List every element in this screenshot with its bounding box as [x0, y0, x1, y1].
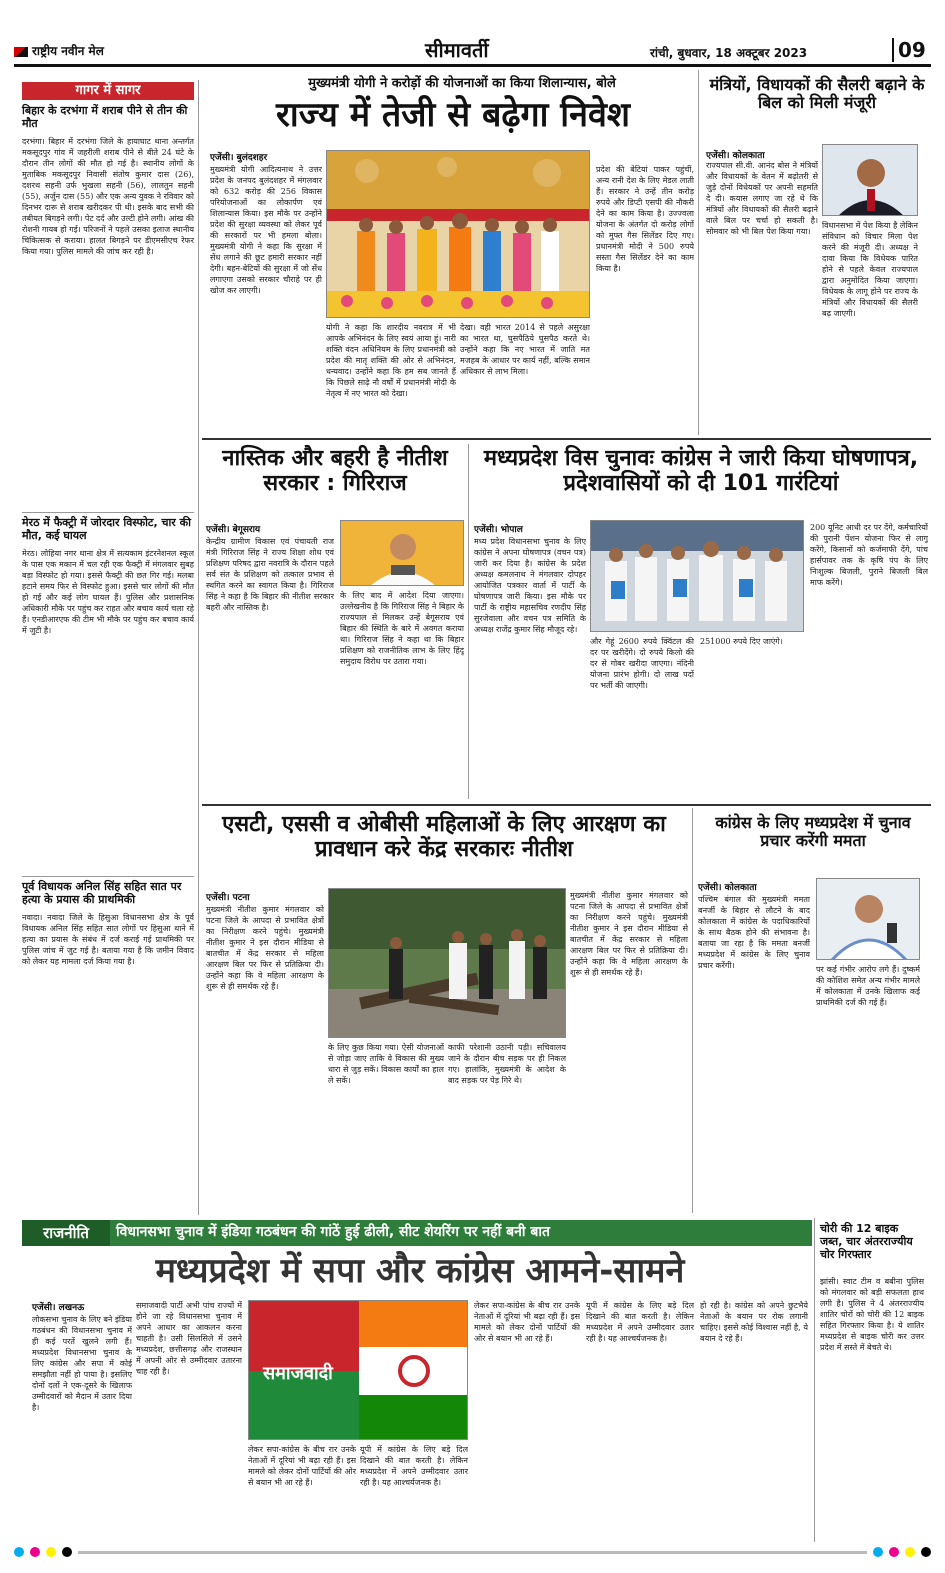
politics-byline: एजेंसी। लखनऊ: [32, 1303, 85, 1313]
politics-body-5: यूपी में कांग्रेस के लिए बड़े दिल दिखाने की बात करती है। लेकिन मध्यप्रदेश में अपने उम्मीदवार उतार रही है। यह आश्चर्यजनक है।: [586, 1301, 694, 1343]
portrait-photo: [823, 145, 918, 216]
manifesto-release-photo: [591, 521, 804, 632]
politics-body-3a: लेकर सपा-कांग्रेस के बीच रार उनके नेताओं में दूरियां भी बढ़ा रही हैं। इस मामले को लेकर दोनों पार्टियों की ओर से बयान भी आ रहे हैं।: [248, 1445, 356, 1487]
lead-kicker: मुख्यमंत्री योगी ने करोड़ों की योजनाओं का किया शिलान्यास, बोले: [308, 76, 616, 91]
section-divider: [202, 438, 931, 440]
bike-theft-body: झांसी। स्वाट टीम व बबीना पुलिस को मंगलवार को बड़ी सफलता हाथ लगी है। पुलिस ने 4 अंतरराज्यीय शातिर चोरों को चोरी की 12 बाइक सहित गिरफ्तार किया है। ये शातिर मध्यप्रदेश से बाइक चोरी कर उत्तर प्रदेश में सस्ते में बेचते थे।: [820, 1277, 924, 1352]
story-meerut-body: मेरठ। लोहिया नगर थाना क्षेत्र में सत्यकाम इंटरनेशनल स्कूल के पास एक मकान में चल रही एक फैक्ट्री में मंगलवार सुबह बड़ा विस्फोट हो गया। इससे फैक्ट्री की छत गिर गई। मलबा हटाने समय फिर से विस्फोट हुआ। इससे चार लोगों की मौत हो गई और कई लोग घायल हैं। पुलिस और प्रशासनिक अधिकारी मौके पर पहुंच कर राहत और बचाव कार्य चला रहे हैं। एनडीआरएफ की टीम भी मौके पर पहुंच कर बचाव कार्य में जुटी है।: [22, 549, 194, 635]
portrait-photo: [817, 879, 920, 960]
lead-body-3: देखा। वही भारत 2014 से पहले असुरक्षा का भारत था, घुसपैठिये घुसपैठ करते थे। उन्होंने कहा कि नए भारत में जाति मत मजहब के आधार पर कार्य नहीं, बल्कि समान अधिकार से लाभ मिला।: [460, 323, 590, 376]
politics-body-6: हो रही है। कांग्रेस को अपने छुटभैये नेताओं के बयान पर रोक लगानी चाहिए। इससे कोई विश्वास नहीं है, ये बयान दे रहे हैं।: [700, 1301, 808, 1343]
section-title: सीमावर्ती: [425, 38, 489, 62]
salary-bill-headline: मंत्रियों, विधायकों की सैलरी बढ़ाने के बिल को मिली मंजूरी: [709, 75, 925, 113]
black-dot-icon: [921, 1547, 931, 1557]
mamata-byline: एजेंसी। कोलकाता: [698, 883, 757, 893]
logo-text: राष्ट्रीय नवीन मेल: [32, 44, 104, 58]
politics-tag: राजनीति: [22, 1220, 110, 1246]
bike-theft-headline: चोरी की 12 बाइक जब्त, चार अंतरराज्यीय चोर गिरफ्तार: [820, 1222, 913, 1262]
nitish-body-1: मुख्यमंत्री नीतीश कुमार मंगलवार को पटना जिले के आपदा से प्रभावित क्षेत्रों का निरीक्षण करने पहुंचे। मुख्यमंत्री नीतीश कुमार ने इस दौरान मीडिया से बातचीत में केंद्र सरकार से महिला आरक्षण बिल पर फिर से प्रतिक्रिया दी। उन्होंने कहा कि वे महिला आरक्षण के शुरू से ही समर्थक रहे हैं।: [206, 905, 324, 991]
lead-byline: एजेंसी। बुलंदशहर: [210, 153, 268, 163]
mamata-headline: कांग्रेस के लिए मध्यप्रदेश में चुनाव प्रचार करेंगी ममता: [715, 813, 911, 851]
nitish-body-2: के लिए कुछ किया गया। ऐसी योजनाओं से जोड़ा जाए ताकि वे विकास की मुख्य धारा से जुड़ सकें। विकास कार्यों का हाल ले सकें।: [328, 1043, 444, 1085]
flood-inspection-photo: [329, 889, 566, 1038]
column-divider: [468, 444, 469, 799]
speaker-photo: [341, 521, 464, 586]
yellow-dot-icon: [905, 1547, 915, 1557]
giriraj-body-2: के लिए बाद में आदेश दिया जाएगा। उल्लेखनीय है कि गिरिराज सिंह ने बिहार के राज्यपाल से मिलकर उन्हें बेगूसराय एवं बिहार की स्थिति के बारे में अवगत कराया था। गिरिराज सिंह ने कहा था कि बिहार प्रशिक्षण को राजनीतिक लाभ के लिए हिंदू समुदाय विरोध पर उतारा गया।: [340, 591, 464, 666]
divider: [22, 512, 194, 513]
mp-manifesto-caption: 251000 रुपये दिए जाएंगे।: [700, 637, 783, 646]
mp-manifesto-body-3: 200 यूनिट आधी दर पर देंगे, कर्मचारियों की पुरानी पेंशन योजना फिर से लागू करेंगे, किसानों को कर्जमाफी देंगे, पांच हार्सपावर तक के कृषि पंप के लिए निःशुल्क बिजली, पुराने बिजली बिल माफ करेंगे।: [810, 523, 928, 587]
nitish-headline: एसटी, एससी व ओबीसी महिलाओं के लिए आरक्षण का प्रावधान करे केंद्र सरकारः नीतीश: [222, 812, 666, 863]
cyan-dot-icon: [14, 1547, 24, 1557]
nitish-body-3b: मुख्यमंत्री नीतीश कुमार मंगलवार को पटना जिले के आपदा से प्रभावित क्षेत्रों का निरीक्षण करने पहुंचे। मुख्यमंत्री नीतीश कुमार ने इस दौरान मीडिया से बातचीत में केंद्र सरकार से महिला आरक्षण बिल पर फिर से प्रतिक्रिया दी। उन्होंने कहा कि वे महिला आरक्षण के शुरू से ही समर्थक रहे हैं।: [570, 891, 688, 977]
party-flags-photo: [249, 1301, 468, 1440]
left-column-tag: गागर में सागर: [22, 82, 194, 100]
giriraj-headline: नास्तिक और बहरी है नीतीश सरकार : गिरिराज: [222, 446, 448, 497]
divider: [22, 876, 194, 877]
lead-photo-yogi-event: [326, 150, 590, 318]
strip-line: [78, 1551, 867, 1554]
mp-manifesto-photo: [590, 520, 804, 632]
governor-photo: [822, 144, 918, 216]
column-divider: [814, 1218, 815, 1542]
magenta-dot-icon: [889, 1547, 899, 1557]
party-flag-text: समाजवादी: [263, 1363, 333, 1384]
magenta-dot-icon: [30, 1547, 40, 1557]
giriraj-byline: एजेंसी। बेगूसराय: [206, 525, 261, 535]
page-number: 09: [892, 38, 926, 62]
story-darbhanga-headline: बिहार के दरभंगा में शराब पीने से तीन की मौत: [22, 104, 188, 131]
yellow-dot-icon: [46, 1547, 56, 1557]
mamata-body-2: पर कई गंभीर आरोप लगे हैं। दुष्कर्म की कोशिश समेत अन्य गंभीर मामले में कोलकाता में उनके खिलाफ कई प्राथमिकी दर्ज की गई हैं।: [816, 965, 920, 1007]
politics-kicker: विधानसभा चुनाव में इंडिया गठबंधन की गांठें हुई ढीली, सीट शेयरिंग पर नहीं बनी बात: [116, 1224, 550, 1240]
mp-manifesto-body-2: और गेहूं 2600 रुपये क्विंटल की दर पर खरीदेंगे। दो रुपये किलो की दर से गोबर खरीदा जाएगा। नंदिनी योजना प्रारंभ होगी। दो लाख पदों पर भर्ती की जाएगी।: [590, 637, 694, 690]
salary-bill-byline: एजेंसी। कोलकाता: [706, 151, 765, 161]
column-divider: [198, 80, 199, 1215]
print-registration-strip: [14, 1545, 931, 1559]
column-divider: [698, 70, 699, 435]
event-stage-photo: [327, 151, 590, 318]
politics-photo: [248, 1300, 468, 1440]
lead-headline: राज्य में तेजी से बढ़ेगा निवेश: [276, 95, 630, 135]
story-meerut-headline: मेरठ में फैक्ट्री में जोरदार विस्फोट, चार की मौत, कई घायल: [22, 516, 191, 543]
cyan-dot-icon: [873, 1547, 883, 1557]
story-anil-singh-body: नवादा। नवादा जिले के हिसुआ विधानसभा क्षेत्र के पूर्व विधायक अनिल सिंह सहित सात लोगों पर हिसुआ थाने में हत्या का प्रयास के संबंध में दर्ज कराई गई प्राथमिकी पर पुलिस जांच में जुट गई है। बताया गया है कि जमीन विवाद को लेकर यह मामला दर्ज किया गया है।: [22, 913, 194, 966]
politics-body-3b: यूपी में कांग्रेस के लिए बड़े दिल दिखाने की बात करती है। लेकिन मध्यप्रदेश में अपने उम्मीदवार उतार रही है। यह आश्चर्यजनक है।: [360, 1445, 468, 1487]
lead-body-4: प्रदेश की बेटियां पाकर पहुंचीं, अन्य रानी देश के लिए मेडल लाती हैं। सरकार ने उन्हें तीन करोड़ रुपये और डिप्टी एसपी की नौकरी देने का काम किया है। उज्ज्वला योजना के अंतर्गत दो करोड़ लोगों को मुफ्त गैस सिलेंडर दिए गए। प्रधानमंत्री मोदी ने 500 रुपये सस्ता गैस सिलेंडर देने का काम किया है।: [596, 165, 694, 273]
story-darbhanga-body: दरभंगा। बिहार में दरभंगा जिले के हायाघाट थाना अन्तर्गत मकसूदपुर गांव में जहरीली शराब पीने से बीते 24 घंटे के दौरान तीन लोगों की मौत हो गई है। स्थानीय लोगों के मुताबिक मकसूदपुर निवासी संतोष कुमार दास (26), दशरथ सहनी उर्फ भुखला सहनी (56), लालतुन सहनी (55), अर्जुन दास (55) और एक अन्य युवक ने रविवार को दिनभर दारू से शराब खरीदकर पी थी। इसके बाद सभी की तबीयत बिगड़ने लगी। पेट दर्द और उल्टी होने लगी। आंख की रोशनी गायब हो गई। परिजनों ने पहले उसका इलाज स्थानीय चिकित्सक से कराया। हालत बिगड़ने पर डीएमसीएच रेफर किया गया। पुलिस मामले की जांच कर रही है।: [22, 137, 194, 256]
logo-mark-icon: [14, 47, 28, 57]
lead-body-1: मुख्यमंत्री योगी आदित्यनाथ ने उत्तर प्रदेश के जनपद बुलंदशहर में मंगलवार को 632 करोड़ की 256 विकास परियोजनाओं का लोकार्पण एवं शिलान्यास किया। इस मौके पर उन्होंने प्रदेश की सुरक्षा व्यवस्था को लेकर पूर्व की सरकारों पर भी हमला बोला। मुख्यमंत्री योगी ने कहा कि सुरक्षा में सेंध लगाने की छूट हमारी सरकार नहीं देगी। बहन-बेटियों की सुरक्षा में जो सेंध लगाएगा उसको सरकार चौराहे पर ही खोज कर लाएगी।: [210, 165, 322, 295]
mp-manifesto-body-1: मध्य प्रदेश विधानसभा चुनाव के लिए कांग्रेस ने अपना घोषणापत्र (वचन पत्र) जारी कर दिया है। कांग्रेस के प्रदेश अध्यक्ष कमलनाथ ने मंगलवार दोपहर आयोजित पत्रकार वार्ता में पार्टी के घोषणापत्र जारी किया। इस मौके पर पार्टी के राष्ट्रीय महासचिव रणदीप सिंह सुरजेवाला और वचन पत्र समिति के अध्यक्ष राजेंद्र कुमार सिंह मौजूद रहे।: [474, 537, 586, 634]
story-anil-singh-headline: पूर्व विधायक अनिल सिंह सहित सात पर हत्या के प्रयास की प्राथमिकी: [22, 880, 182, 907]
mamata-body-1: पश्चिम बंगाल की मुख्यमंत्री ममता बनर्जी के बिहार से लौटने के बाद कोलकाता में कांग्रेस के पदाधिकारियों के साथ बैठक होने की संभावना है। बताया जा रहा है कि ममता बनर्जी मध्यप्रदेश में कांग्रेस के लिए चुनाव प्रचार करेंगी।: [698, 895, 810, 970]
mp-manifesto-headline: मध्यप्रदेश विस चुनावः कांग्रेस ने जारी किया घोषणापत्र, प्रदेशवासियों को दी 101 गारंटियां: [483, 446, 919, 497]
lead-body-2: योगी ने कहा कि शारदीय नवरात्र में भी आपके अभिनंदन के लिए स्वयं आया हूं। नारी शक्ति वंदन अधिनियम के लिए प्रधानमंत्री को प्रदेश की मातृ शक्ति की ओर से अभिनंदन, धन्यवाद। उन्होंने कहा कि हम सब जानते हैं कि पिछले साढ़े नौ वर्षों में प्रधानमंत्री मोदी के नेतृत्व में नए भारत को देखा।: [326, 323, 456, 398]
black-dot-icon: [62, 1547, 72, 1557]
mp-manifesto-byline: एजेंसी। भोपाल: [474, 525, 523, 535]
nitish-byline: एजेंसी। पटना: [206, 893, 250, 903]
salary-bill-body-2: विधानसभा में पेश किया है लेकिन संविधान को विचार मिला पेश करने की मंजूरी दी। अध्यक्ष ने दावा किया कि विधेयक पारित होने से पहले केवल राज्यपाल द्वारा अनुमोदित किया जाएगा। विधेयक के लागू होने पर राज्य के मंत्रियों और विधायकों की सैलरी बढ़ जाएगी।: [822, 221, 918, 318]
politics-body-1: लोकसभा चुनाव के लिए बने इंडिया गठबंधन की विधानसभा चुनाव में ही कई परतें खुलने लगी हैं। मध्यप्रदेश विधानसभा चुनाव के लिए कांग्रेस और सपा में कोई समझौता नहीं हो पाया है। इसलिए दोनों दलों ने एक-दूसरे के खिलाफ उम्मीदवारों को मैदान में उतार दिया है।: [32, 1315, 132, 1412]
header-rule: [14, 64, 931, 67]
salary-bill-body-1: राज्यपाल सी.वी. आनंद बोस ने मंत्रियों और विधायकों के वेतन में बढ़ोतरी से जुड़े दोनों विधेयकों पर अपनी सहमति दे दी। कयास लगाए जा रहे थे कि मंत्रियों और विधायकों की सैलरी बढ़ाने वाले बिल पर चर्चा हो सकती है। सोमवार को भी बिल पेश किया गया।: [706, 161, 818, 236]
politics-body-4: लेकर सपा-कांग्रेस के बीच रार उनके नेताओं में दूरियां भी बढ़ा रही हैं। इस मामले को लेकर दोनों पार्टियों की ओर से बयान भी आ रहे हैं।: [474, 1301, 580, 1343]
masthead-logo: [14, 42, 104, 59]
giriraj-body-1: केन्द्रीय ग्रामीण विकास एवं पंचायती राज मंत्री गिरिराज सिंह ने राज्य शिक्षा शोध एवं प्रशिक्षण परिषद द्वारा नवरात्रि के दौरान पहले सर्व संत के प्रशिक्षण को तत्काल प्रभाव से स्थगित करने का स्वागत किया है। गिरिराज सिंह ने कहा है कि बिहार की नीतीश सरकार बहरी और नास्तिक है।: [206, 537, 334, 612]
nitish-photo: [328, 888, 566, 1038]
section-divider: [202, 804, 931, 806]
mamata-photo: [816, 878, 920, 960]
giriraj-photo: [340, 520, 464, 586]
column-divider: [692, 808, 693, 1213]
edition-date: रांची, बुधवार, 18 अक्टूबर 2023: [650, 46, 808, 60]
nitish-body-3a: काफी परेशानी उठानी पड़ी। सचिवालय जाने के दौरान बीच सड़क पर ही निकल गए। हालांकि, मुख्यमंत्री के आदेश के बाद सड़क पर पेड़ गिरे थे।: [448, 1043, 566, 1085]
politics-body-2: समाजवादी पार्टी अभी पांच राज्यों में होने जा रहे विधानसभा चुनाव में अपने आधार का आकलन करना चाहती है। उसी सिलसिले में उसने मध्यप्रदेश, छत्तीसगढ़ और राजस्थान में अपनी ओर से उम्मीदवार उतारना चाह रही है।: [136, 1301, 242, 1376]
politics-headline: मध्यप्रदेश में सपा और कांग्रेस आमने-सामने: [155, 1251, 685, 1291]
